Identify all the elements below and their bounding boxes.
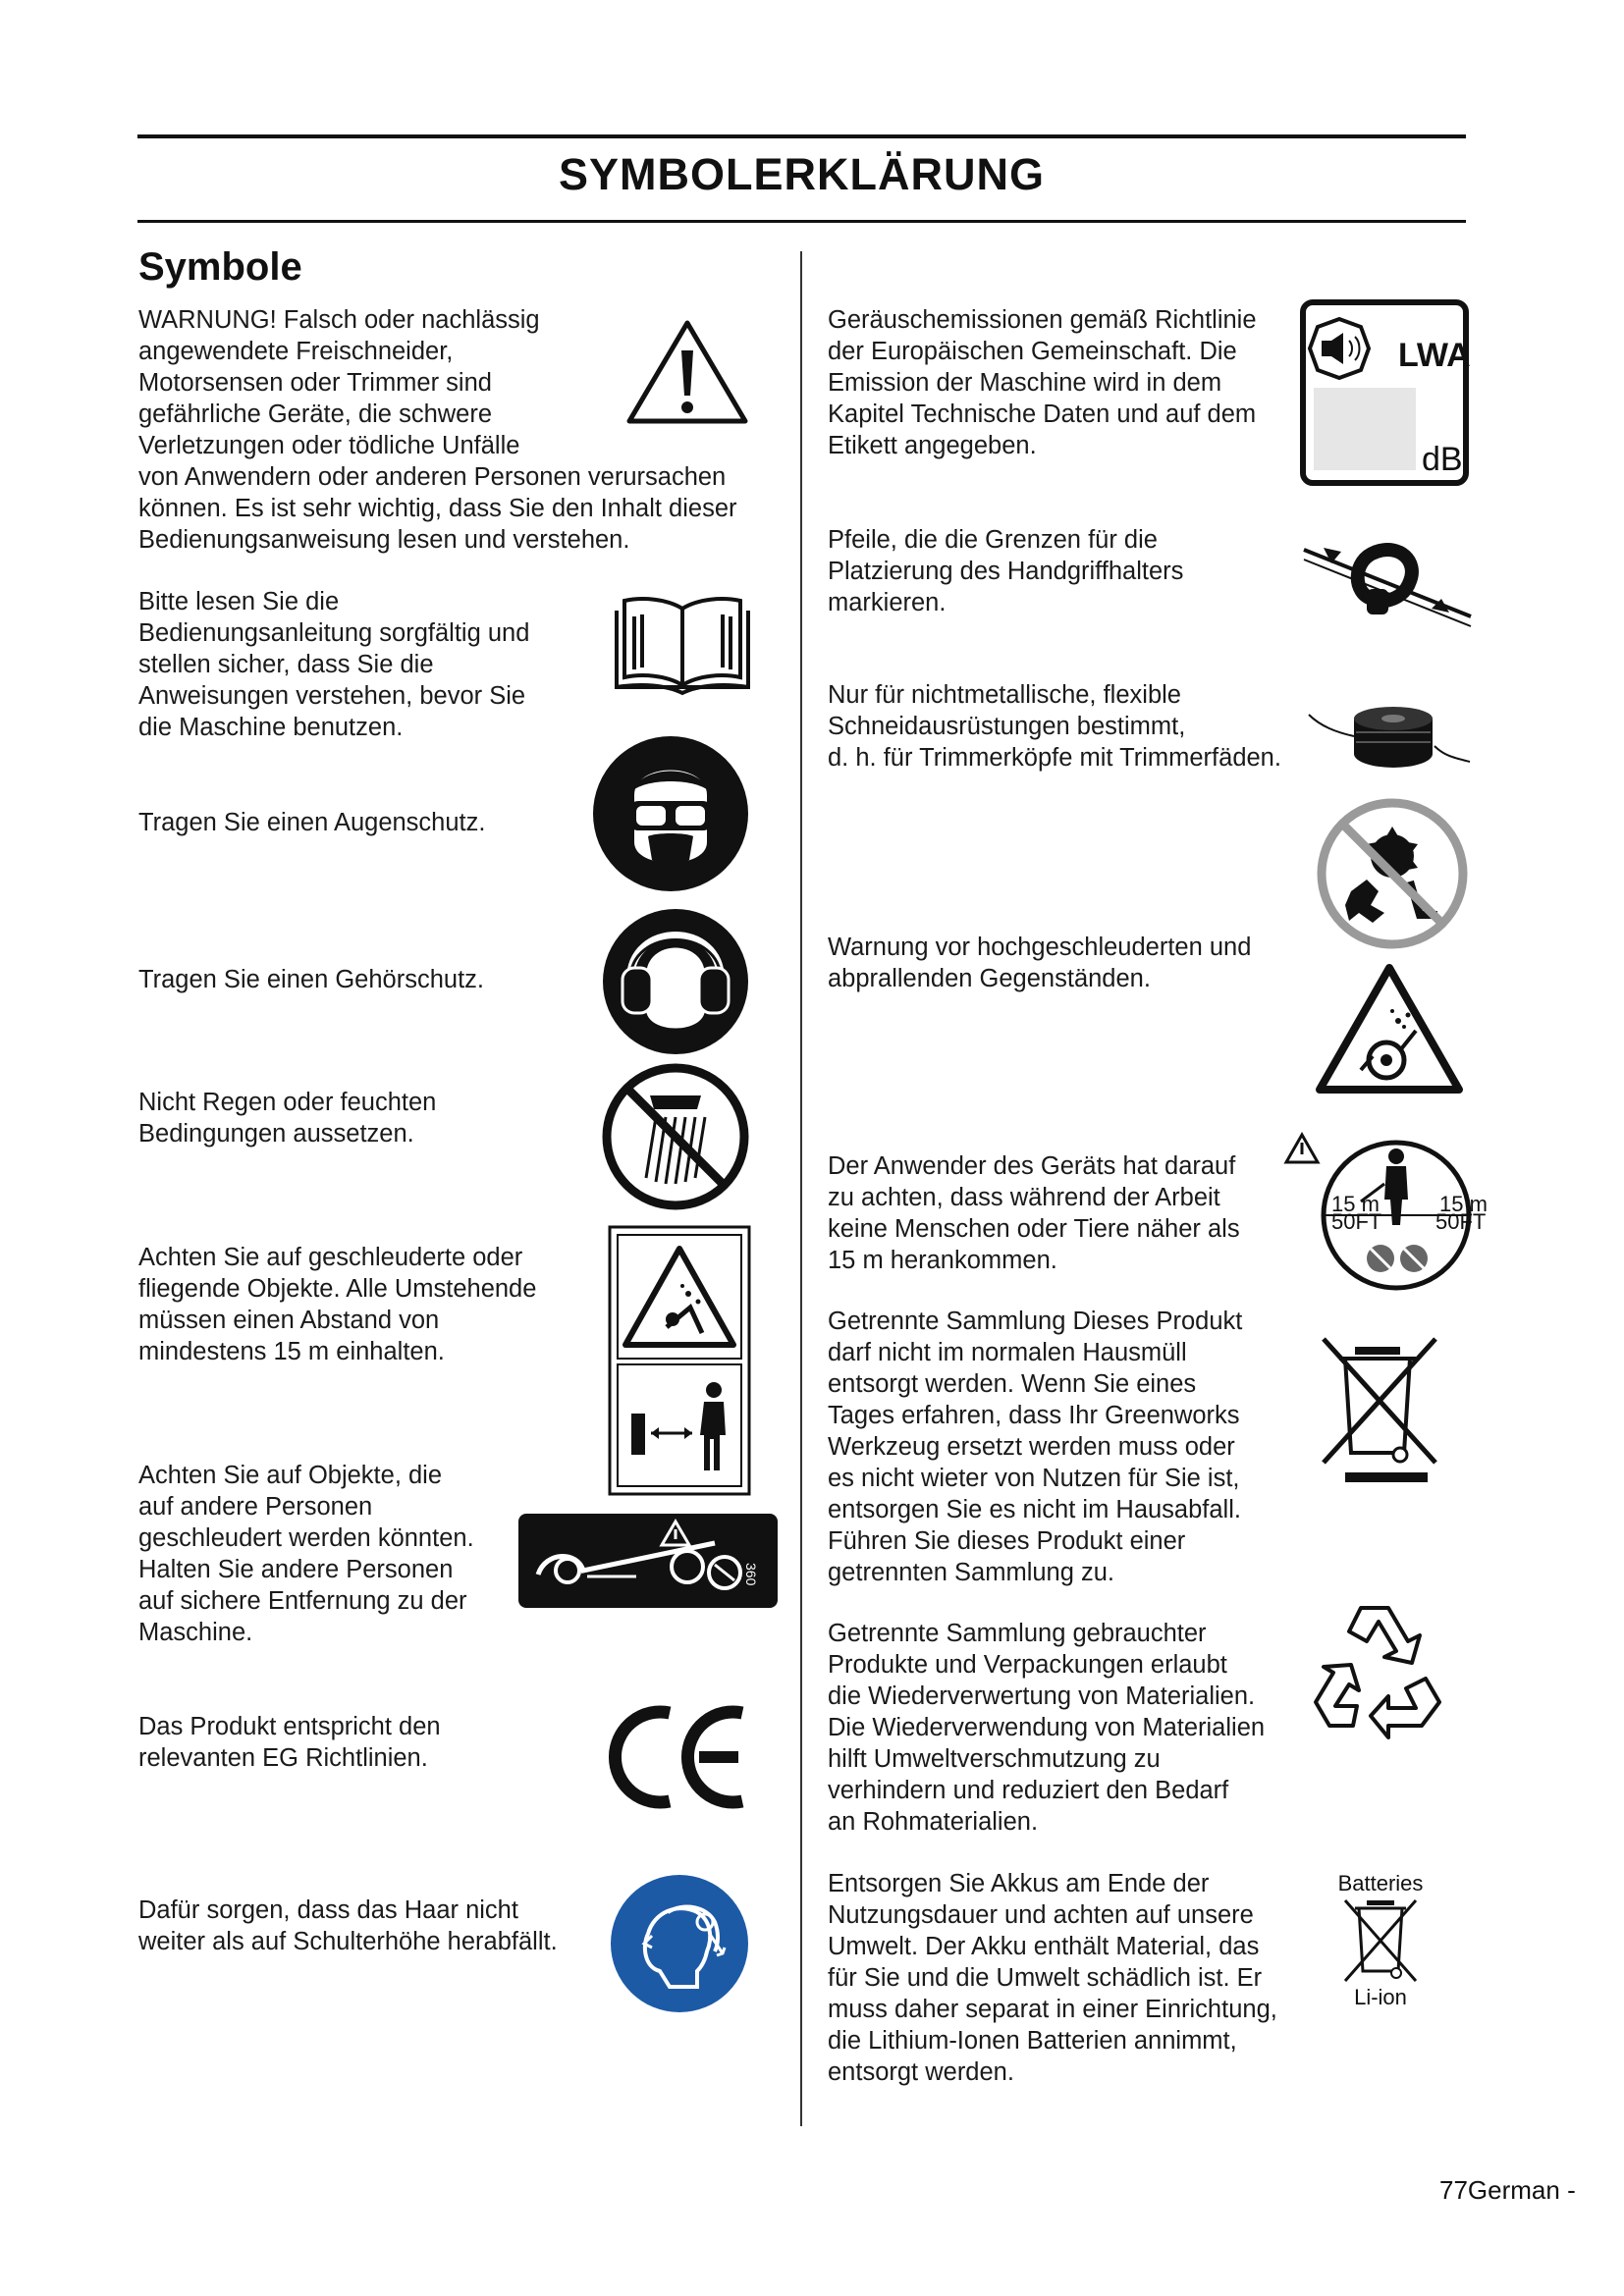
- eye-protection-icon: [591, 734, 750, 893]
- thrown-objects-distance-icon: [608, 1225, 751, 1496]
- ricochet-text: Warnung vor hochgeschleuderten und abprallenden Gegenständen.: [828, 934, 1252, 992]
- eye-protection-text: Tragen Sie einen Augenschutz.: [138, 809, 486, 836]
- noise-text: Geräuschemissionen gemäß Richtlinie der Europäischen Gemeinschaft. Die Emission der Maschine wird in dem Kapitel Technische Daten und auf dem Etikett angegeben.: [828, 306, 1257, 459]
- recycle-text: Getrennte Sammlung gebrauchter Produkte und Verpackungen erlaubt die Wiederverwertung von Materialien. Die Wiederverwendung von Materialien hilft Umweltverschmutzung zu verhindern und reduziert den Bedarf an Rohmaterialien.: [828, 1620, 1266, 1836]
- db-label: dB: [1422, 441, 1463, 478]
- distance-text: Der Anwender des Geräts hat darauf zu achten, dass während der Arbeit keine Menschen oder Tiere näher als 15 m herankommen.: [828, 1152, 1240, 1274]
- page-footer: 77German -: [1439, 2175, 1576, 2205]
- ricochet-warning-icon: [1316, 962, 1463, 1095]
- weee-text: Getrennte Sammlung Dieses Produkt darf nicht im normalen Hausmüll entsorgt werden. Wenn Sie eines Tages erfahren, dass Ihr Greenworks Werkzeug ersetzt werden muss oder es nicht wieter von Nutzen für Sie ist, entsorgen Sie es nicht im Hausabfall. Führen Sie dieses Produkt einer getrennten Sammlung zu.: [828, 1308, 1243, 1586]
- no-rain-text: Nicht Regen oder feuchten Bedingungen aussetzen.: [138, 1089, 437, 1148]
- feet-label-right: 50FT: [1435, 1209, 1487, 1234]
- keep-15m-distance-icon: [1282, 1131, 1488, 1296]
- batteries-label: Batteries: [1337, 1871, 1424, 1896]
- li-ion-label: Li-ion: [1354, 1985, 1407, 2009]
- title-underline: [137, 220, 1466, 223]
- crossed-bin-icon: [1316, 1335, 1447, 1486]
- top-rule: [137, 134, 1466, 138]
- handle-position-arrows-icon: [1298, 530, 1475, 628]
- trimmer-head-icon: [1307, 697, 1474, 775]
- handle-arrows-text: Pfeile, die die Grenzen für die Platzierung des Handgriffhalters markieren.: [828, 526, 1184, 616]
- ce-mark-icon: [605, 1701, 752, 1813]
- objects-bystanders-text: Achten Sie auf Objekte, die auf andere Personen geschleudert werden könnten. Halten Sie andere Personen auf sichere Entfernung zu der Maschine.: [138, 1462, 474, 1646]
- ear-protection-text: Tragen Sie einen Gehörschutz.: [138, 966, 485, 993]
- manual-text: Bitte lesen Sie die Bedienungsanleitung sorgfältig und stellen sicher, dass Sie die Anweisungen verstehen, bevor Sie die Maschine benutzen.: [138, 588, 530, 741]
- hair-text: Dafür sorgen, dass das Haar nicht weiter als auf Schulterhöhe herabfällt.: [138, 1896, 558, 1955]
- distance-label-right: 15 m: [1439, 1192, 1488, 1216]
- sound-power-level-icon: [1300, 299, 1469, 486]
- recycle-icon: [1310, 1598, 1453, 1734]
- battery-disposal-icon: [1329, 1871, 1432, 2012]
- no-metal-blade-icon: [1316, 797, 1469, 950]
- open-book-icon: [613, 591, 752, 695]
- warning-triangle-icon: [624, 317, 750, 427]
- thrown-objects-text: Achten Sie auf geschleuderte oder fliegende Objekte. Alle Umstehende müssen einen Abstand von mindestens 15 m einhalten.: [138, 1244, 537, 1365]
- ce-text: Das Produkt entspricht den relevanten EG Richtlinien.: [138, 1713, 441, 1772]
- distance-label-left: 15 m: [1331, 1192, 1380, 1216]
- feet-label-left: 50FT: [1331, 1209, 1382, 1234]
- lwa-label: LWA: [1398, 337, 1471, 374]
- ear-protection-icon: [601, 907, 750, 1056]
- page-title: SYMBOLERKLÄRUNG: [559, 149, 1045, 199]
- trimmer-thrown-objects-icon: [518, 1512, 778, 1610]
- hair-restraint-icon: [609, 1873, 750, 2014]
- svg-text:360: 360: [743, 1563, 759, 1586]
- section-heading: Symbole: [138, 245, 302, 289]
- non-metal-text: Nur für nichtmetallische, flexible Schneidausrüstungen bestimmt, d. h. für Trimmerköpfe mit Trimmerfäden.: [828, 681, 1281, 772]
- column-divider: [800, 251, 802, 2126]
- battery-text: Entsorgen Sie Akkus am Ende der Nutzungsdauer und achten auf unsere Umwelt. Der Akku enthält Material, das für Sie und die Umwelt schädlich ist. Er muss daher separat in einer Einrichtung, die Lithium-Ionen Batterien annimmt, entsorgt werden.: [828, 1870, 1277, 2086]
- warning-text: WARNUNG! Falsch oder nachlässig angewendete Freischneider, Motorsensen oder Trimmer sind gefährliche Geräte, die schwere Verletzungen oder tödliche Unfälle von Anwendern oder anderen Personen verursachen können. Es ist sehr wichtig, dass Sie den Inhalt dieser Bedienungsanweisung lesen und verstehen.: [138, 306, 737, 554]
- no-rain-icon: [601, 1062, 750, 1211]
